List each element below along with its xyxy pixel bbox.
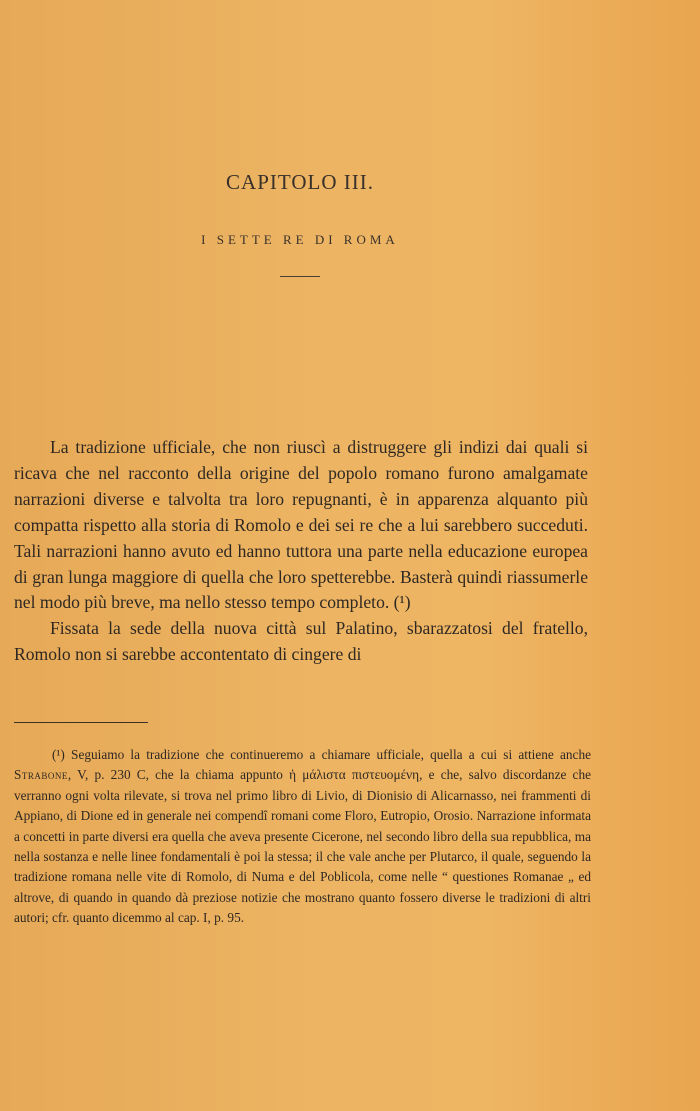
footnote-marker: (¹) <box>52 747 65 762</box>
footnote-reference: (¹) <box>393 592 411 613</box>
footnote-text-continued: , V, p. 230 C, che la chiama appunto ἡ μάλιστα πιστευομένη, e che, salvo discordanze che verranno ogni volta rilevate, si trova nel primo libro di Livio, di Dionisio di Alicarnasso, nei frammenti di Appiano, di Dione ed in generale nei compendî romani come Floro, Eutropio, Orosio. Narrazione informata a concetti in parte diversi era quella che aveva presente Cicerone, nel secondo libro della sua repubblica, ma nella sostanza e nelle linee fondamentali è poi la stessa; il che vale anche per Plutarco, il quale, seguendo la tradizione romana nelle vite di Romolo, di Numa e del Poblicola, come nelle “ questiones Romanae „ ed altrove, di quando in quando dà preziose notizie che mostrano quanto fossero diverse le tradizioni di altri autori; cfr. quanto dicemmo al cap. I, p. 95. <box>14 767 591 926</box>
paragraph: Fissata la sede della nuova città sul Palatino, sbarazzatosi del fratello, Romolo non si sarebbe accontentato di cingere di <box>14 618 588 665</box>
paragraph <box>14 435 588 616</box>
footnote-divider <box>14 722 148 723</box>
chapter-subtitle: I SETTE RE DI ROMA <box>201 232 399 247</box>
main-text <box>14 435 588 668</box>
author-name: Strabone <box>14 767 68 783</box>
footnote-paragraph <box>14 745 591 929</box>
title-divider <box>280 276 320 277</box>
footnote-text: Seguiamo la tradizione che continueremo a chiamare ufficiale, quella a cui si attiene anche <box>71 747 592 762</box>
footnote <box>14 745 591 929</box>
chapter-title: CAPITOLO III. <box>226 170 374 194</box>
paragraph-text: La tradizione ufficiale, che non riuscì a distruggere gli indizi dai quali si ricava che nel racconto della origine del popolo romano furono amalgamate narrazioni diverse e talvolta tra loro repugnanti, è in apparenza alquanto più compatta rispetto alla storia di Romolo e dei sei re che a lui sarebbero succeduti. Tali narrazioni hanno avuto ed hanno tuttora una parte nella educazione europea di gran lunga maggiore di quella che loro spetterebbe. Basterà quindi riassumerle nel modo più breve, ma nello stesso tempo completo. <box>14 437 588 613</box>
